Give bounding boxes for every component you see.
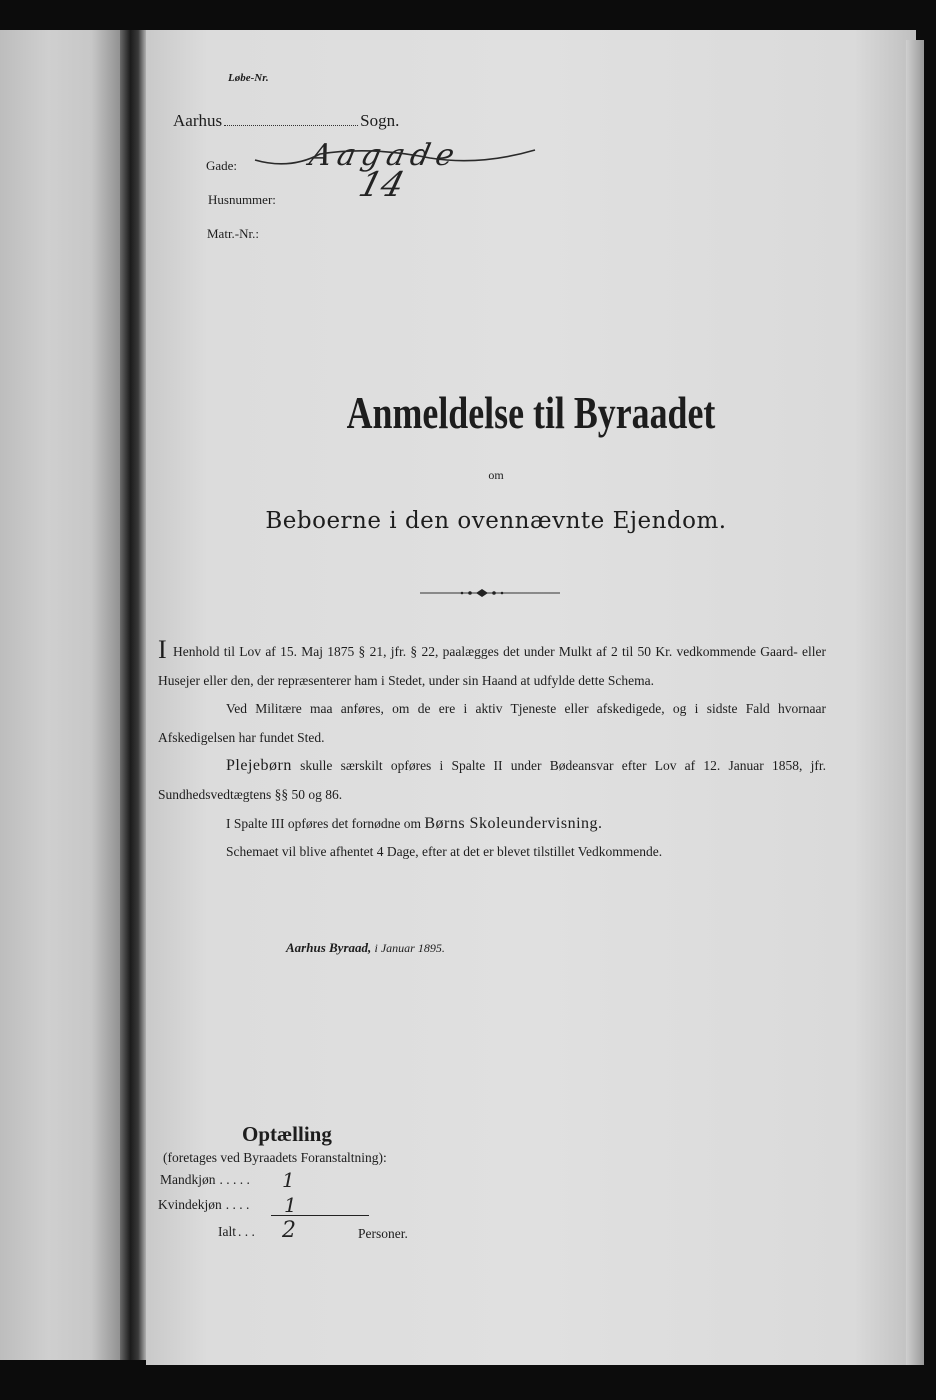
count-title: Optælling [242, 1122, 332, 1146]
husnummer-label: Husnummer: [208, 192, 276, 207]
parish-suffix: Sogn. [360, 111, 400, 130]
count-row-total [218, 1224, 255, 1240]
count-row-male [160, 1172, 250, 1188]
count-label-total: Ialt [218, 1224, 236, 1239]
count-label-male: Mandkjøn [160, 1172, 216, 1187]
count-note: (foretages ved Byraadets Foranstaltning): [163, 1150, 387, 1165]
parish-blank [224, 125, 358, 126]
parish-line [173, 111, 399, 131]
signature-line [286, 940, 445, 956]
paragraph-5: Schemaet vil blive afhentet 4 Dage, efter at det er blevet tilstillet Vedkommende. [226, 844, 663, 860]
page-edge [906, 40, 924, 1365]
drop-cap: I [158, 635, 167, 664]
paragraph-3-text: skulle særskilt opføres i Spalte II under Bødeansvar efter Lov af 12. Januar 1858, jfr. Sundhedsvedtægtens §§ 50 og 86. [158, 758, 827, 802]
parish-city: Aarhus [173, 111, 223, 130]
skoleundervisning-emphasis: Børns Skoleundervisning. [424, 814, 603, 832]
paragraph-1 [158, 635, 827, 695]
paragraph-4 [158, 810, 826, 839]
document-subtitle: Beboerne i den ovennævnte Ejendom. [265, 508, 727, 534]
paragraph-2: Ved Militære maa anføres, om de ere i aktiv Tjeneste eller afskedigede, og i sidste Fald hvornaar Afskedigelsen har fundet Sted. [158, 701, 826, 745]
signature-date: i Januar 1895. [374, 941, 445, 955]
leader-dots: . . . [238, 1224, 255, 1239]
book-gutter [120, 30, 146, 1360]
husnummer-handwritten: 14 [354, 165, 409, 205]
count-value-total: 2 [282, 1218, 296, 1243]
paragraph-1-text: Henhold til Lov af 15. Maj 1875 § 21, jfr. § 22, paalægges det under Mulkt af 2 til 50 Kr. vedkommende Gaard- eller Husejer eller den, der repræsenterer ham i Stedet, under sin Haand at udfylde dette Schema. [158, 644, 827, 688]
document-title: Anmeldelse til Byraadet [346, 387, 716, 438]
facing-page-left [0, 30, 122, 1360]
count-value-female: 1 [284, 1193, 297, 1217]
signature-place: Aarhus Byraad, [286, 940, 372, 955]
sum-rule [271, 1215, 369, 1216]
count-label-female: Kvindekjøn [158, 1197, 222, 1212]
instructions-text [158, 635, 827, 867]
loebe-nr-label: Løbe-Nr. [228, 72, 269, 84]
ornament-divider [420, 586, 560, 600]
leader-dots: . . . . . [219, 1172, 250, 1187]
plejeborn-emphasis: Plejebørn [226, 757, 292, 775]
gade-handwritten: Aagade [306, 138, 464, 173]
count-row-female [158, 1197, 249, 1213]
count-value-male: 1 [282, 1168, 295, 1192]
personer-label: Personer. [358, 1226, 408, 1241]
gade-label: Gade: [206, 158, 238, 173]
paragraph-3 [158, 752, 826, 809]
leader-dots: . . . . [225, 1197, 250, 1212]
paragraph-4-text: I Spalte III opføres det fornødne om [226, 815, 421, 831]
matr-nr-label: Matr.-Nr.: [207, 226, 259, 241]
om-connector: om [488, 468, 504, 482]
